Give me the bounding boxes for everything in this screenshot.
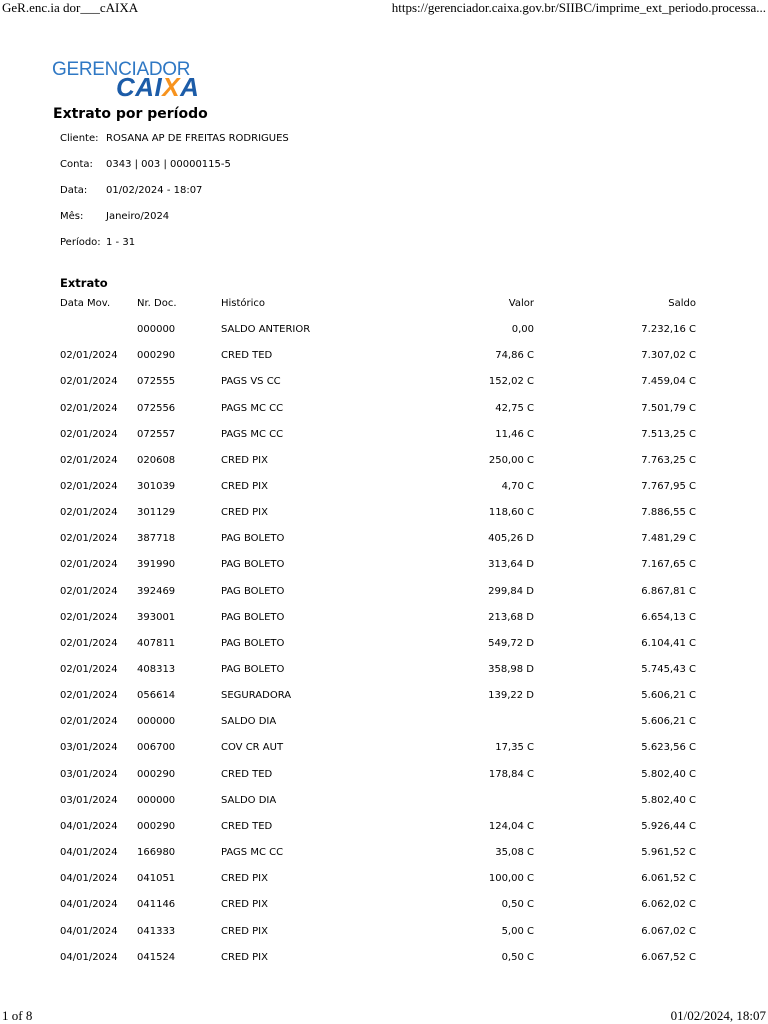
cell-valor: 139,22 D <box>488 690 534 701</box>
table-row <box>0 769 768 783</box>
extrato-section-title: Extrato <box>60 276 108 290</box>
table-row <box>0 481 768 495</box>
cell-doc: 166980 <box>137 847 176 858</box>
logo-caixa-part1: CAI <box>116 72 163 102</box>
cell-saldo: 5.745,43 C <box>641 664 696 675</box>
cell-hist: SEGURADORA <box>221 690 292 701</box>
table-row <box>0 899 768 913</box>
print-header-url: https://gerenciador.caixa.gov.br/SIIBC/imprime_ext_periodo.processa... <box>391 0 766 15</box>
cell-valor: 152,02 C <box>488 376 534 387</box>
cell-valor: 299,84 D <box>488 586 534 597</box>
header-historico: Histórico <box>221 298 266 309</box>
cell-saldo: 7.232,16 C <box>641 324 696 335</box>
cell-hist: SALDO DIA <box>221 716 277 727</box>
cell-valor: 42,75 C <box>495 403 534 414</box>
print-header-title: GeR.enc.ia dor___cAIXA <box>2 0 139 15</box>
table-row <box>0 376 768 390</box>
cell-doc: 072555 <box>137 376 176 387</box>
cell-date: 02/01/2024 <box>60 350 118 361</box>
cell-saldo: 5.606,21 C <box>641 690 696 701</box>
table-row <box>0 795 768 809</box>
table-row <box>0 455 768 469</box>
logo-caixa-x: X <box>162 72 181 102</box>
cell-saldo: 6.654,13 C <box>641 612 696 623</box>
header-data-mov: Data Mov. <box>60 298 111 309</box>
cell-saldo: 6.867,81 C <box>641 586 696 597</box>
gerenciador-caixa-logo <box>52 59 200 102</box>
cell-hist: PAG BOLETO <box>221 638 285 649</box>
cell-doc: 041146 <box>137 899 176 910</box>
cell-date: 03/01/2024 <box>60 795 118 806</box>
cell-valor: 313,64 D <box>488 559 534 570</box>
info-mes-label: Mês: <box>60 211 84 222</box>
table-row <box>0 690 768 704</box>
cell-hist: SALDO DIA <box>221 795 277 806</box>
cell-saldo: 7.767,95 C <box>641 481 696 492</box>
cell-date: 04/01/2024 <box>60 847 118 858</box>
cell-valor: 17,35 C <box>495 742 534 753</box>
cell-hist: CRED PIX <box>221 481 268 492</box>
cell-saldo: 7.763,25 C <box>641 455 696 466</box>
cell-doc: 000290 <box>137 769 176 780</box>
cell-saldo: 7.886,55 C <box>641 507 696 518</box>
cell-hist: PAGS VS CC <box>221 376 281 387</box>
cell-doc: 393001 <box>137 612 176 623</box>
cell-hist: CRED TED <box>221 821 273 832</box>
header-valor: Valor <box>508 298 534 309</box>
cell-valor: 118,60 C <box>488 507 534 518</box>
cell-doc: 041524 <box>137 952 176 963</box>
cell-date: 02/01/2024 <box>60 429 118 440</box>
logo-text-caixa <box>116 74 199 100</box>
info-cliente-label: Cliente: <box>60 133 99 144</box>
cell-date: 04/01/2024 <box>60 952 118 963</box>
table-row <box>0 403 768 417</box>
cell-valor: 5,00 C <box>501 926 534 937</box>
cell-saldo: 5.802,40 C <box>641 769 696 780</box>
cell-hist: CRED PIX <box>221 899 268 910</box>
cell-date: 02/01/2024 <box>60 455 118 466</box>
table-row <box>0 586 768 600</box>
logo-caixa-part2: A <box>180 72 200 102</box>
cell-doc: 072557 <box>137 429 176 440</box>
cell-date: 02/01/2024 <box>60 716 118 727</box>
cell-date: 02/01/2024 <box>60 533 118 544</box>
cell-saldo: 5.606,21 C <box>641 716 696 727</box>
header-nr-doc: Nr. Doc. <box>137 298 177 309</box>
print-header <box>0 0 768 18</box>
info-data-value: 01/02/2024 - 18:07 <box>106 185 203 196</box>
cell-valor: 11,46 C <box>495 429 534 440</box>
cell-valor: 405,26 D <box>488 533 534 544</box>
cell-doc: 301129 <box>137 507 176 518</box>
cell-valor: 549,72 D <box>488 638 534 649</box>
cell-valor: 35,08 C <box>495 847 534 858</box>
cell-doc: 000000 <box>137 324 176 335</box>
cell-valor: 0,00 <box>511 324 534 335</box>
cell-saldo: 7.513,25 C <box>641 429 696 440</box>
cell-valor: 74,86 C <box>495 350 534 361</box>
cell-valor: 100,00 C <box>488 873 534 884</box>
cell-hist: PAGS MC CC <box>221 403 284 414</box>
print-footer <box>0 1008 768 1024</box>
cell-doc: 000000 <box>137 716 176 727</box>
cell-saldo: 6.067,52 C <box>641 952 696 963</box>
cell-date: 02/01/2024 <box>60 507 118 518</box>
cell-saldo: 5.802,40 C <box>641 795 696 806</box>
cell-valor: 178,84 C <box>488 769 534 780</box>
table-row <box>0 638 768 652</box>
cell-date: 02/01/2024 <box>60 690 118 701</box>
info-cliente-value: ROSANA AP DE FREITAS RODRIGUES <box>106 133 289 144</box>
table-row <box>0 952 768 966</box>
page-title: Extrato por período <box>53 106 208 122</box>
cell-doc: 072556 <box>137 403 176 414</box>
cell-date: 02/01/2024 <box>60 481 118 492</box>
cell-valor: 4,70 C <box>501 481 534 492</box>
cell-hist: CRED PIX <box>221 952 268 963</box>
cell-hist: PAG BOLETO <box>221 664 285 675</box>
cell-date: 02/01/2024 <box>60 403 118 414</box>
cell-saldo: 6.061,52 C <box>641 873 696 884</box>
cell-date: 02/01/2024 <box>60 612 118 623</box>
cell-hist: PAGS MC CC <box>221 847 284 858</box>
cell-date: 04/01/2024 <box>60 899 118 910</box>
cell-hist: PAGS MC CC <box>221 429 284 440</box>
info-periodo-label: Período: <box>60 237 101 248</box>
cell-date: 02/01/2024 <box>60 638 118 649</box>
cell-hist: CRED TED <box>221 350 273 361</box>
table-row <box>0 429 768 443</box>
cell-doc: 407811 <box>137 638 176 649</box>
cell-doc: 000000 <box>137 795 176 806</box>
cell-hist: PAG BOLETO <box>221 559 285 570</box>
table-row <box>0 926 768 940</box>
cell-doc: 056614 <box>137 690 176 701</box>
table-row <box>0 664 768 678</box>
cell-doc: 000290 <box>137 350 176 361</box>
info-data-label: Data: <box>60 185 88 196</box>
logo-text-gerenciador: GERENCIADOR <box>52 59 191 80</box>
cell-date: 03/01/2024 <box>60 769 118 780</box>
print-footer-datetime: 01/02/2024, 18:07 <box>670 1008 766 1023</box>
cell-date: 02/01/2024 <box>60 586 118 597</box>
cell-doc: 000290 <box>137 821 176 832</box>
cell-saldo: 6.062,02 C <box>641 899 696 910</box>
table-row <box>0 716 768 730</box>
table-row <box>0 350 768 364</box>
cell-hist: CRED PIX <box>221 926 268 937</box>
cell-doc: 301039 <box>137 481 176 492</box>
cell-saldo: 7.501,79 C <box>641 403 696 414</box>
cell-hist: PAG BOLETO <box>221 586 285 597</box>
cell-date: 04/01/2024 <box>60 821 118 832</box>
cell-doc: 020608 <box>137 455 176 466</box>
cell-hist: CRED PIX <box>221 507 268 518</box>
cell-doc: 391990 <box>137 559 176 570</box>
cell-hist: CRED PIX <box>221 455 268 466</box>
cell-saldo: 7.481,29 C <box>641 533 696 544</box>
cell-saldo: 6.104,41 C <box>641 638 696 649</box>
cell-date: 02/01/2024 <box>60 559 118 570</box>
table-row <box>0 507 768 521</box>
cell-valor: 0,50 C <box>501 899 534 910</box>
cell-doc: 392469 <box>137 586 176 597</box>
cell-saldo: 5.623,56 C <box>641 742 696 753</box>
cell-doc: 041333 <box>137 926 176 937</box>
table-row <box>0 324 768 338</box>
cell-date: 03/01/2024 <box>60 742 118 753</box>
table-header <box>0 298 768 312</box>
cell-date: 04/01/2024 <box>60 873 118 884</box>
table-row <box>0 742 768 756</box>
cell-valor: 250,00 C <box>488 455 534 466</box>
cell-doc: 041051 <box>137 873 176 884</box>
cell-hist: CRED TED <box>221 769 273 780</box>
cell-doc: 387718 <box>137 533 176 544</box>
cell-date: 02/01/2024 <box>60 664 118 675</box>
cell-valor: 358,98 D <box>488 664 534 675</box>
cell-hist: PAG BOLETO <box>221 533 285 544</box>
info-periodo-value: 1 - 31 <box>106 237 136 248</box>
info-mes-value: Janeiro/2024 <box>106 211 170 222</box>
table-row <box>0 533 768 547</box>
info-conta-label: Conta: <box>60 159 93 170</box>
cell-valor: 213,68 D <box>488 612 534 623</box>
cell-valor: 0,50 C <box>501 952 534 963</box>
cell-saldo: 7.307,02 C <box>641 350 696 361</box>
table-row <box>0 559 768 573</box>
cell-hist: CRED PIX <box>221 873 268 884</box>
info-conta-value: 0343 | 003 | 00000115-5 <box>106 159 231 170</box>
cell-date: 02/01/2024 <box>60 376 118 387</box>
cell-saldo: 5.926,44 C <box>641 821 696 832</box>
table-row <box>0 847 768 861</box>
table-row <box>0 873 768 887</box>
cell-hist: PAG BOLETO <box>221 612 285 623</box>
cell-saldo: 7.167,65 C <box>641 559 696 570</box>
table-row <box>0 821 768 835</box>
cell-saldo: 5.961,52 C <box>641 847 696 858</box>
cell-doc: 408313 <box>137 664 176 675</box>
cell-date: 04/01/2024 <box>60 926 118 937</box>
cell-saldo: 7.459,04 C <box>641 376 696 387</box>
cell-saldo: 6.067,02 C <box>641 926 696 937</box>
cell-hist: SALDO ANTERIOR <box>221 324 311 335</box>
cell-valor: 124,04 C <box>488 821 534 832</box>
print-footer-page: 1 of 8 <box>2 1008 33 1023</box>
cell-hist: COV CR AUT <box>221 742 284 753</box>
cell-doc: 006700 <box>137 742 176 753</box>
header-saldo: Saldo <box>668 298 696 309</box>
table-row <box>0 612 768 626</box>
